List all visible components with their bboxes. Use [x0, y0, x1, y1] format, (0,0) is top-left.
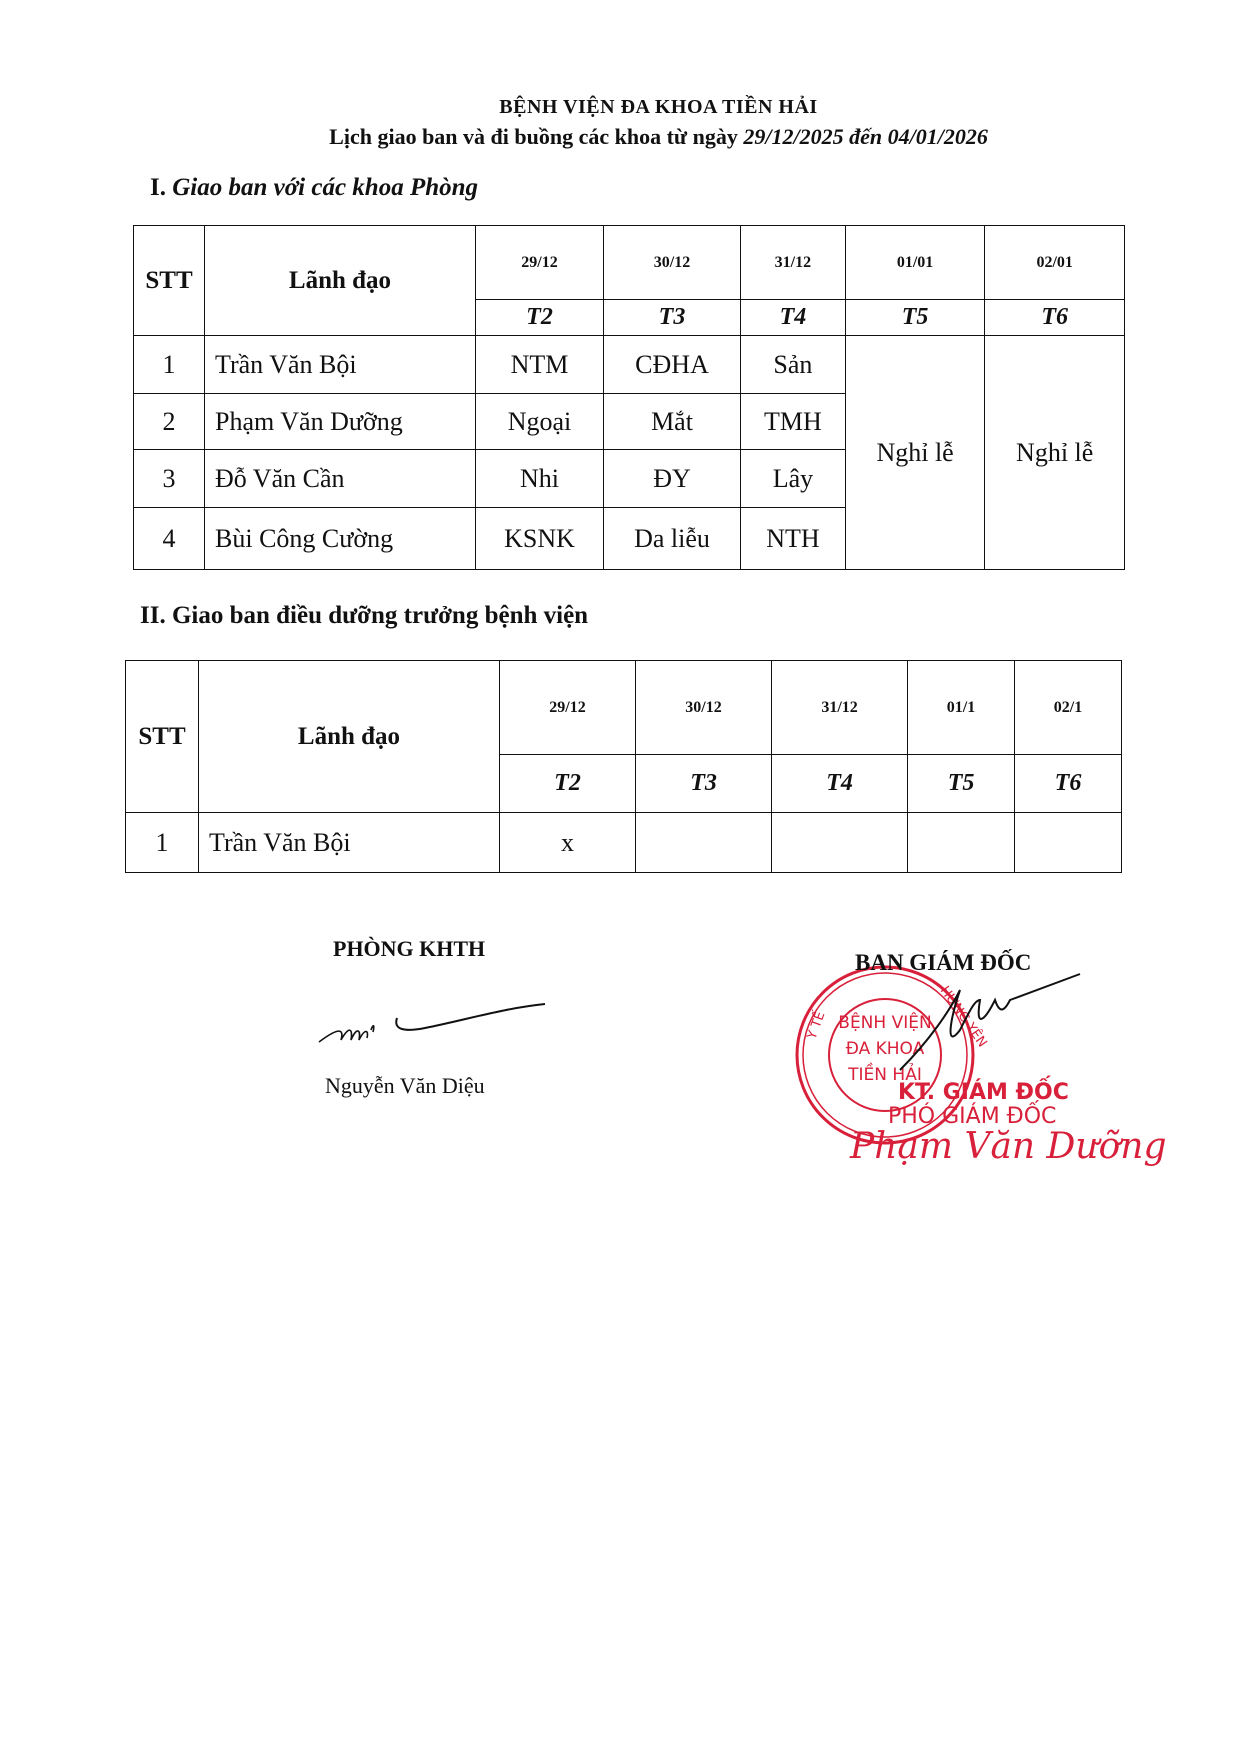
col-lead: Lãnh đạo — [199, 661, 500, 813]
right-signature — [890, 970, 1090, 1090]
dept-cell: CĐHA — [604, 336, 741, 394]
svg-text:HƯNG YÊN: HƯNG YÊN — [936, 983, 990, 1051]
left-signature-title: PHÒNG KHTH — [333, 936, 486, 961]
svg-text:TIỀN HẢI: TIỀN HẢI — [848, 1065, 922, 1085]
col-date: 01/1 — [908, 661, 1015, 755]
section1-title: Giao ban với các khoa Phòng — [172, 174, 479, 201]
dept-cell: Da liễu — [604, 508, 741, 570]
stt: 4 — [134, 508, 205, 570]
right-signer-name: Phạm Văn Dưỡng — [850, 1126, 1167, 1167]
date-sep: đến — [843, 124, 888, 149]
col-date: 30/12 — [604, 226, 741, 300]
leader-name: Phạm Văn Dưỡng — [205, 394, 476, 450]
svg-text:ĐA KHOA: ĐA KHOA — [845, 1039, 925, 1059]
col-day: T3 — [636, 755, 772, 813]
stt: 1 — [134, 336, 205, 394]
col-day: T2 — [500, 755, 636, 813]
section2-table — [125, 660, 1122, 873]
col-day: T6 — [985, 300, 1125, 336]
col-date: 30/12 — [636, 661, 772, 755]
dept-cell: KSNK — [476, 508, 604, 570]
mark-cell — [908, 813, 1015, 873]
table-row — [134, 336, 1125, 394]
left-signature — [315, 990, 555, 1060]
left-signer-name: Nguyễn Văn Diệu — [325, 1073, 485, 1098]
col-day: T5 — [908, 755, 1015, 813]
col-day: T4 — [741, 300, 846, 336]
stt: 2 — [134, 394, 205, 450]
col-day: T2 — [476, 300, 604, 336]
table-row — [126, 813, 1122, 873]
dept-cell: Sản — [741, 336, 846, 394]
mark-cell — [1015, 813, 1122, 873]
col-date: 29/12 — [476, 226, 604, 300]
col-date: 31/12 — [772, 661, 908, 755]
col-stt: STT — [134, 226, 205, 336]
date-to: 04/01/2026 — [887, 124, 988, 149]
svg-text:Y TẾ: Y TẾ — [804, 1009, 829, 1042]
section2-heading: II. Giao ban điều dưỡng trưởng bệnh viện — [140, 602, 589, 629]
dept-cell: NTH — [741, 508, 846, 570]
mark-cell: x — [500, 813, 636, 873]
section1-number: I. — [150, 174, 173, 201]
right-signature-title: BAN GIÁM ĐỐC — [855, 950, 1032, 975]
col-stt: STT — [126, 661, 199, 813]
col-date: 01/01 — [845, 226, 985, 300]
leader-name: Đỗ Văn Cần — [205, 450, 476, 508]
mark-cell — [772, 813, 908, 873]
leader-name: Trần Văn Bội — [205, 336, 476, 394]
holiday-cell: Nghỉ lễ — [845, 336, 985, 570]
section1-heading — [150, 174, 478, 202]
leader-name: Trần Văn Bội — [199, 813, 500, 873]
dept-cell: Nhi — [476, 450, 604, 508]
col-date: 31/12 — [741, 226, 846, 300]
section1-table — [133, 225, 1125, 570]
holiday-cell: Nghỉ lễ — [985, 336, 1125, 570]
schedule-title — [0, 124, 1237, 150]
col-day: T6 — [1015, 755, 1122, 813]
stt: 3 — [134, 450, 205, 508]
col-date: 02/01 — [985, 226, 1125, 300]
kt-director-label: KT. GIÁM ĐỐC — [898, 1080, 1069, 1105]
col-date: 02/1 — [1015, 661, 1122, 755]
col-day: T5 — [845, 300, 985, 336]
col-day: T3 — [604, 300, 741, 336]
svg-text:BỆNH VIỆN: BỆNH VIỆN — [838, 1013, 932, 1033]
col-lead: Lãnh đạo — [205, 226, 476, 336]
dept-cell: TMH — [741, 394, 846, 450]
dept-cell: ĐY — [604, 450, 741, 508]
dept-cell: Ngoại — [476, 394, 604, 450]
stt: 1 — [126, 813, 199, 873]
subtitle-text: Lịch giao ban và đi buồng các khoa từ ngày — [329, 124, 744, 149]
col-date: 29/12 — [500, 661, 636, 755]
leader-name: Bùi Công Cường — [205, 508, 476, 570]
deputy-director-label: PHÓ GIÁM ĐỐC — [888, 1104, 1057, 1129]
date-from: 29/12/2025 — [743, 124, 844, 149]
mark-cell — [636, 813, 772, 873]
dept-cell: Mắt — [604, 394, 741, 450]
dept-cell: Lây — [741, 450, 846, 508]
dept-cell: NTM — [476, 336, 604, 394]
col-day: T4 — [772, 755, 908, 813]
hospital-name: BỆNH VIỆN ĐA KHOA TIỀN HẢI — [499, 96, 818, 118]
